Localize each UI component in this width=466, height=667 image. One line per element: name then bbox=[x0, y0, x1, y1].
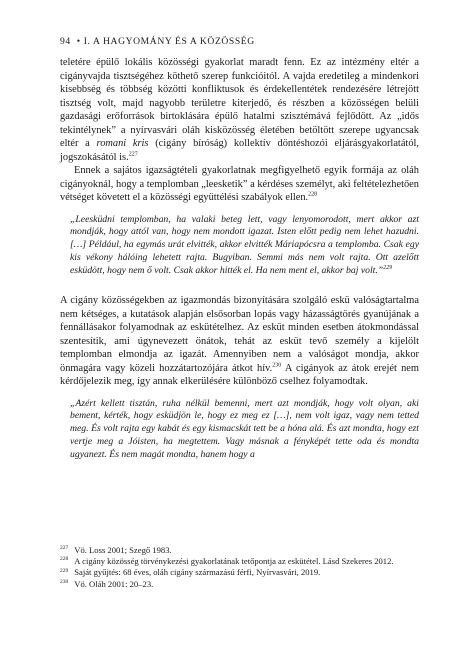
footnotes bbox=[60, 545, 419, 590]
footnote-ref-227[interactable]: 227 bbox=[128, 151, 138, 158]
block-quote-1: „Leesküdni templomban, ha valaki beteg lett, vagy lenyomorodott, mert akkor azt mondják, hogy attól van, hogy nem mondott igazat. Isten előtt pedig nem lehet hazudni.[…] Például, ha egymás urát elvitték, akkor elvitték Máriapócsra a templomba. Csak egy kis vékony hálóing lehetett rajta. Bugyiban. Semmi más nem volt rajta. Ott azelőtt esküdött, hogy nem ő volt. Csak akkor hitték el. Ha nem ment el, akkor baj volt.”$^{229}$ bbox=[70, 213, 419, 277]
paragraph-1: teletére épülő lokális közösségi gyakorlat maradt fenn. Ez az intézmény eltér a cigányvajda tisztségéhez köthető szerep funkcióitól. A vajda eredetileg a mindenkori kisebbség és többség közötti konfliktusok és érdekellentétek rendezésére létrejött tisztség volt, majd nagyobb területre kiterjedő, és részben a közösségen belüli gazdasági erőforrások birtoklására épülő hatalmi szisztémává fejlődött. Az „idős tekintélynek” a nyírvasvári oláh kisközösség életében betöltött szerepe ugyancsak eltér a romani kris (cigány bíróság) kollektív döntéshozói eljárásgyakorlatától, jogszokásától is.$^{227}$ bbox=[60, 57, 419, 163]
running-header bbox=[60, 36, 420, 47]
paragraph-3: A cigány közösségekben az igazmondás bizonyítására szolgáló eskü valóságtartalma nem kétséges, a kutatások alapján elsősorban lopás vagy házasságtörés gyanújának a fennállásakor folyamodnak az eskütételhez. Az esküt minden esetben átokmondással szentesítik, ami úgynevezett önátok, tehát az esküt tevő személy a kijelölt templomban elmondja az igazát. Amennyiben nem a valóságot mondja, akkor önmagára vagy közeli hozzátartozójára átkot hív.$^{230}$ A cigányok az átok erejét nem kérdőjelezik meg, így annak elkerülésére különböző cselhez folyamodtak. bbox=[60, 295, 419, 388]
footnote-ref-229[interactable]: 229 bbox=[383, 264, 393, 271]
footnote: $^{229}$ Saját gyűjtés: 68 éves, oláh cigány származású férfi, Nyírvasvári, 2019. bbox=[60, 567, 321, 578]
footnote: $^{227}$ Vö. Loss 2001; Szegő 1983. bbox=[60, 545, 172, 555]
running-title: I. A HAGYOMÁNY ÉS A KÖZÖSSÉG bbox=[83, 36, 255, 47]
footnote: $^{228}$ A cigány közösség törvénykezési gyakorlatának tetőpontja az eskütétel. Lásd Szekeres 2012. bbox=[60, 556, 394, 567]
paragraph-2: Ennek a sajátos igazságtételi gyakorlatnak megfigyelhető egyik formája az oláh cigányoknál, hogy a templomban „leesketik” a kérdéses személyt, aki feltételezhetően vétséget követett el a közösségi együttélési szabályok ellen.$^{228}$ bbox=[60, 165, 419, 203]
block-quote-2: „Azért kellett tisztán, ruha nélkül bemenni, mert azt mondják, hogy volt olyan, aki bement, kérték, hogy esküdjön le, hogy ez meg ez […], nem volt igaz, vagy nem tetted meg. És volt rajta egy kabát és egy kismacskát tett be a hóna alá. És azt mondta, hogy ezt vertje meg a Jóisten, ha megtettem. Vagy másnak a fényképét tette oda és mondta ugyanezt. És nem magát mondta, hanem hogy a bbox=[70, 397, 419, 461]
header-bullet: • bbox=[76, 36, 81, 47]
footnote-ref-230[interactable]: 230 bbox=[272, 362, 282, 369]
main-text bbox=[60, 56, 419, 462]
italic-term: romani kris bbox=[96, 138, 149, 149]
page-number: 94 bbox=[60, 36, 71, 47]
footnote-ref-228[interactable]: 228 bbox=[308, 191, 318, 198]
footnote: $^{230}$ Vö. Oláh 2001: 20–23. bbox=[60, 578, 154, 589]
